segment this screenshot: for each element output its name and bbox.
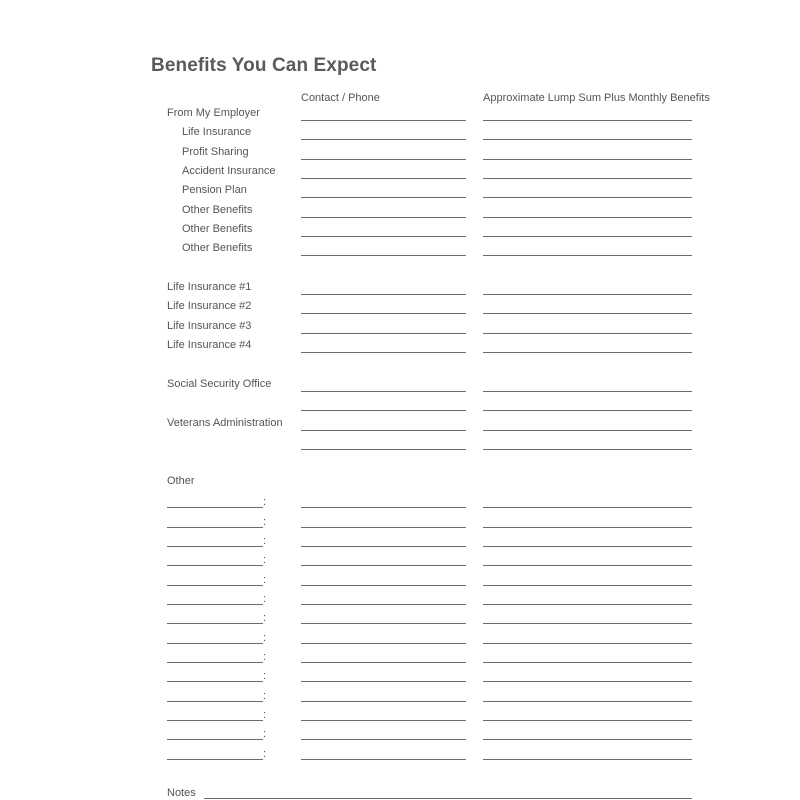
contact-phone-field[interactable] xyxy=(301,643,466,644)
benefit-amount-field[interactable] xyxy=(483,391,692,392)
notes-field[interactable] xyxy=(204,798,692,799)
other-row xyxy=(0,709,800,721)
contact-phone-field[interactable] xyxy=(301,313,466,314)
contact-phone-field[interactable] xyxy=(301,159,466,160)
life-insurance-row xyxy=(0,320,800,334)
life-insurance-label: Life Insurance #3 xyxy=(167,320,252,332)
benefit-amount-field[interactable] xyxy=(483,449,692,450)
benefit-amount-field[interactable] xyxy=(483,585,692,586)
benefit-amount-field[interactable] xyxy=(483,159,692,160)
colon: : xyxy=(263,612,267,624)
other-heading-row xyxy=(0,475,800,489)
other-name-field[interactable] xyxy=(167,681,263,682)
contact-phone-field[interactable] xyxy=(301,178,466,179)
employer-benefit-row xyxy=(0,204,800,218)
contact-phone-field[interactable] xyxy=(301,410,466,411)
other-name-field[interactable] xyxy=(167,604,263,605)
colon: : xyxy=(263,593,267,605)
benefit-amount-field[interactable] xyxy=(483,720,692,721)
colon: : xyxy=(263,670,267,682)
contact-phone-field[interactable] xyxy=(301,352,466,353)
benefit-amount-field[interactable] xyxy=(483,701,692,702)
life-insurance-label: Life Insurance #4 xyxy=(167,339,252,351)
benefit-amount-field[interactable] xyxy=(483,197,692,198)
contact-phone-field[interactable] xyxy=(301,236,466,237)
other-name-field[interactable] xyxy=(167,759,263,760)
other-name-field[interactable] xyxy=(167,739,263,740)
other-row xyxy=(0,574,800,586)
veterans-label: Veterans Administration xyxy=(167,417,283,429)
benefit-amount-field[interactable] xyxy=(483,255,692,256)
benefit-amount-field[interactable] xyxy=(483,507,692,508)
colon: : xyxy=(263,651,267,663)
benefit-label: Profit Sharing xyxy=(182,146,249,158)
social-security-extra-row xyxy=(0,410,800,411)
life-insurance-label: Life Insurance #2 xyxy=(167,300,252,312)
other-name-field[interactable] xyxy=(167,662,263,663)
contact-phone-field[interactable] xyxy=(301,430,466,431)
colon: : xyxy=(263,709,267,721)
contact-phone-field[interactable] xyxy=(301,217,466,218)
benefit-amount-field[interactable] xyxy=(483,178,692,179)
page-title: Benefits You Can Expect xyxy=(151,55,377,76)
benefit-amount-field[interactable] xyxy=(483,759,692,760)
benefit-amount-field[interactable] xyxy=(483,313,692,314)
colon: : xyxy=(263,728,267,740)
life-insurance-row xyxy=(0,281,800,295)
benefit-amount-field[interactable] xyxy=(483,527,692,528)
benefit-amount-field[interactable] xyxy=(483,739,692,740)
other-row xyxy=(0,651,800,663)
life-insurance-row xyxy=(0,300,800,314)
contact-phone-field[interactable] xyxy=(301,623,466,624)
other-name-field[interactable] xyxy=(167,720,263,721)
benefit-label: Other Benefits xyxy=(182,204,253,216)
social-security-row xyxy=(0,378,800,392)
employer-benefit-row xyxy=(0,165,800,179)
other-name-field[interactable] xyxy=(167,507,263,508)
employer-row xyxy=(0,107,800,121)
social-security-label: Social Security Office xyxy=(167,378,272,390)
veterans-row xyxy=(0,417,800,431)
contact-phone-field[interactable] xyxy=(301,546,466,547)
contact-phone-field[interactable] xyxy=(301,701,466,702)
other-name-field[interactable] xyxy=(167,585,263,586)
employer-heading: From My Employer xyxy=(167,107,260,119)
contact-phone-field[interactable] xyxy=(301,681,466,682)
other-name-field[interactable] xyxy=(167,701,263,702)
colon: : xyxy=(263,748,267,760)
benefit-amount-field[interactable] xyxy=(483,430,692,431)
contact-phone-field[interactable] xyxy=(301,585,466,586)
life-insurance-label: Life Insurance #1 xyxy=(167,281,252,293)
other-row xyxy=(0,670,800,682)
benefit-amount-field[interactable] xyxy=(483,410,692,411)
benefit-amount-column-header: Approximate Lump Sum Plus Monthly Benefits xyxy=(483,92,710,104)
other-row xyxy=(0,593,800,605)
contact-phone-field[interactable] xyxy=(301,527,466,528)
benefit-amount-field[interactable] xyxy=(483,139,692,140)
notes-label: Notes xyxy=(167,787,196,799)
other-name-field[interactable] xyxy=(167,565,263,566)
benefit-amount-field[interactable] xyxy=(483,623,692,624)
contact-phone-field[interactable] xyxy=(301,333,466,334)
other-row xyxy=(0,748,800,760)
colon: : xyxy=(263,574,267,586)
benefit-label: Life Insurance xyxy=(182,126,252,138)
benefit-amount-field[interactable] xyxy=(483,333,692,334)
other-row xyxy=(0,612,800,624)
contact-phone-field[interactable] xyxy=(301,139,466,140)
benefit-amount-field[interactable] xyxy=(483,604,692,605)
contact-phone-field[interactable] xyxy=(301,197,466,198)
contact-phone-field[interactable] xyxy=(301,391,466,392)
benefit-amount-field[interactable] xyxy=(483,352,692,353)
contact-phone-field[interactable] xyxy=(301,604,466,605)
contact-phone-field[interactable] xyxy=(301,449,466,450)
colon: : xyxy=(263,535,267,547)
benefit-label: Pension Plan xyxy=(182,184,247,196)
colon: : xyxy=(263,632,267,644)
benefit-amount-field[interactable] xyxy=(483,236,692,237)
other-row xyxy=(0,516,800,528)
colon: : xyxy=(263,690,267,702)
benefit-amount-field[interactable] xyxy=(483,662,692,663)
contact-phone-field[interactable] xyxy=(301,565,466,566)
employer-benefit-row xyxy=(0,242,800,256)
other-row xyxy=(0,632,800,644)
benefit-amount-field[interactable] xyxy=(483,217,692,218)
other-row xyxy=(0,496,800,508)
benefit-amount-field[interactable] xyxy=(483,643,692,644)
benefit-amount-field[interactable] xyxy=(483,565,692,566)
contact-phone-field[interactable] xyxy=(301,739,466,740)
benefit-amount-field[interactable] xyxy=(483,294,692,295)
colon: : xyxy=(263,516,267,528)
contact-phone-field[interactable] xyxy=(301,662,466,663)
colon: : xyxy=(263,496,267,508)
employer-benefit-row xyxy=(0,126,800,140)
contact-phone-field[interactable] xyxy=(301,507,466,508)
benefit-amount-field[interactable] xyxy=(483,120,692,121)
other-name-field[interactable] xyxy=(167,643,263,644)
other-name-field[interactable] xyxy=(167,546,263,547)
employer-benefit-row xyxy=(0,184,800,198)
contact-phone-field[interactable] xyxy=(301,255,466,256)
colon: : xyxy=(263,554,267,566)
other-heading: Other xyxy=(167,475,195,487)
other-row xyxy=(0,728,800,740)
contact-phone-field[interactable] xyxy=(301,759,466,760)
benefit-label: Accident Insurance xyxy=(182,165,276,177)
employer-benefit-row xyxy=(0,146,800,160)
benefit-label: Other Benefits xyxy=(182,242,253,254)
benefit-amount-field[interactable] xyxy=(483,546,692,547)
contact-phone-field[interactable] xyxy=(301,294,466,295)
benefit-amount-field[interactable] xyxy=(483,681,692,682)
life-insurance-row xyxy=(0,339,800,353)
other-row xyxy=(0,554,800,566)
contact-phone-field[interactable] xyxy=(301,720,466,721)
employer-benefit-row xyxy=(0,223,800,237)
other-row xyxy=(0,535,800,547)
contact-phone-field[interactable] xyxy=(301,120,466,121)
other-name-field[interactable] xyxy=(167,623,263,624)
other-name-field[interactable] xyxy=(167,527,263,528)
contact-phone-column-header: Contact / Phone xyxy=(301,92,380,104)
other-row xyxy=(0,690,800,702)
veterans-extra-row xyxy=(0,449,800,450)
benefit-label: Other Benefits xyxy=(182,223,253,235)
